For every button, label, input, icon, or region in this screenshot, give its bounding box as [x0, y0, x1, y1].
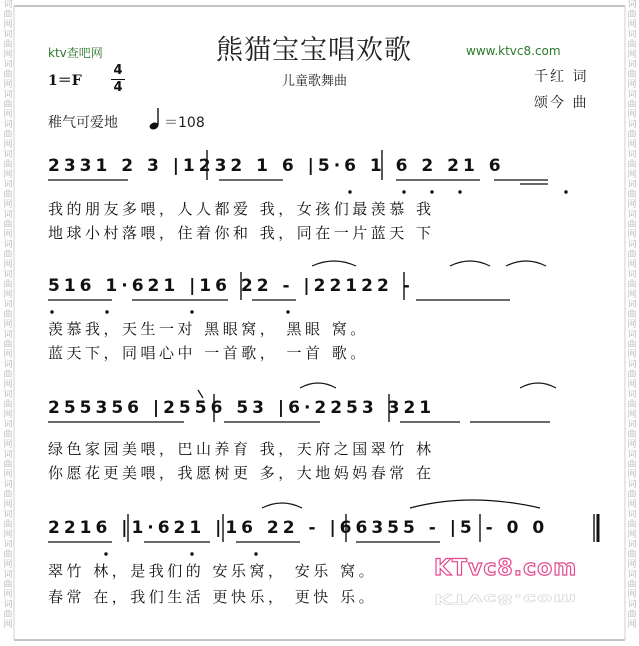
- ktvc8-logo-reflection: KTvc8.com: [434, 591, 578, 606]
- watermark-char: 网: [3, 620, 13, 630]
- watermark-char: 曲: [3, 580, 13, 590]
- watermark-char: 词: [3, 120, 13, 130]
- time-signature-top: 4: [113, 63, 123, 78]
- watermark-char: 曲: [3, 10, 13, 20]
- watermark-char: 词: [627, 600, 637, 610]
- tempo-marking: 稚气可爱地: [48, 115, 118, 131]
- watermark-char: 词: [3, 360, 13, 370]
- watermark-char: 网: [3, 140, 13, 150]
- watermark-char: 词: [3, 90, 13, 100]
- watermark-char: 曲: [627, 160, 637, 170]
- watermark-char: 网: [627, 530, 637, 540]
- watermark-char: 词: [627, 420, 637, 430]
- quarter-note-icon: [149, 108, 160, 131]
- watermark-char: 网: [3, 170, 13, 180]
- watermark-char: 网: [3, 380, 13, 390]
- watermark-char: 曲: [3, 100, 13, 110]
- watermark-char: 词: [627, 390, 637, 400]
- watermark-char: 网: [627, 290, 637, 300]
- watermark-char: 网: [3, 590, 13, 600]
- watermark-char: 曲: [627, 40, 637, 50]
- watermark-char: 词: [627, 270, 637, 280]
- watermark-char: 网: [627, 80, 637, 90]
- watermark-char: 网: [627, 380, 637, 390]
- key-signature: 1＝F: [48, 73, 82, 89]
- watermark-char: 词: [3, 240, 13, 250]
- system-2-dots: [50, 310, 289, 313]
- watermark-char: 词: [3, 0, 13, 10]
- watermark-char: 曲: [3, 490, 13, 500]
- watermark-char: 词: [627, 0, 637, 10]
- watermark-char: 曲: [3, 610, 13, 620]
- watermark-char: 曲: [627, 280, 637, 290]
- watermark-char: 网: [627, 260, 637, 270]
- watermark-char: 曲: [3, 280, 13, 290]
- watermark-char: 网: [627, 470, 637, 480]
- watermark-char: 词: [627, 210, 637, 220]
- ktvc8-logo: KTvc8.com: [434, 556, 578, 581]
- watermark-char: 曲: [627, 400, 637, 410]
- watermark-char: 曲: [627, 550, 637, 560]
- watermark-char: 词: [627, 30, 637, 40]
- watermark-char: 词: [3, 510, 13, 520]
- watermark-char: 词: [627, 450, 637, 460]
- system-2-ties: [312, 261, 546, 266]
- watermark-char: 曲: [3, 190, 13, 200]
- watermark-char: 网: [627, 350, 637, 360]
- watermark-char: 词: [3, 210, 13, 220]
- time-signature-bottom: 4: [113, 80, 123, 95]
- watermark-char: 词: [3, 480, 13, 490]
- watermark-char: 网: [627, 410, 637, 420]
- watermark-char: 词: [627, 510, 637, 520]
- watermark-char: 曲: [627, 250, 637, 260]
- system-1-dots: [348, 190, 567, 193]
- watermark-char: 网: [627, 230, 637, 240]
- system-3-notes: 255356 |2556 53 |6·2253 321: [48, 398, 436, 418]
- system-1-lyrics-verse-1: 我的朋友多喂，人人都爱 我，女孩们最羡慕 我: [48, 200, 435, 218]
- song-subtitle: 儿童歌舞曲: [282, 74, 348, 89]
- watermark-char: 曲: [3, 520, 13, 530]
- watermark-char: 曲: [3, 130, 13, 140]
- watermark-char: 曲: [627, 10, 637, 20]
- watermark-char: 曲: [3, 220, 13, 230]
- watermark-char: 词: [3, 600, 13, 610]
- system-2-lyrics-verse-1: 羡慕我，天生一对 黑眼窝， 黑眼 窝。: [48, 320, 369, 338]
- watermark-char: 曲: [3, 250, 13, 260]
- watermark-char: 曲: [3, 160, 13, 170]
- watermark-char: 曲: [627, 310, 637, 320]
- lyricist-credit: 千红 词: [534, 69, 589, 85]
- watermark-char: 词: [3, 570, 13, 580]
- watermark-char: 曲: [3, 550, 13, 560]
- watermark-char: 网: [627, 620, 637, 630]
- watermark-char: 词: [627, 120, 637, 130]
- watermark-char: 网: [3, 500, 13, 510]
- site-url-right: www.ktvc8.com: [466, 44, 561, 58]
- watermark-char: 曲: [627, 100, 637, 110]
- watermark-char: 曲: [627, 580, 637, 590]
- watermark-char: 网: [3, 80, 13, 90]
- watermark-char: 网: [3, 20, 13, 30]
- system-1-beams: [48, 180, 548, 184]
- watermark-char: 词: [627, 180, 637, 190]
- watermark-char: 词: [627, 330, 637, 340]
- system-4-lyrics-verse-1: 翠竹 林，是我们的 安乐窝， 安乐 窝。: [48, 562, 378, 580]
- watermark-char: 词: [3, 420, 13, 430]
- system-4-notes: 2216 |1·621 |16 22 - |66355 - |5 - 0 0: [48, 518, 549, 538]
- watermark-char: 曲: [3, 370, 13, 380]
- watermark-char: 词: [627, 480, 637, 490]
- left-watermark-column: [1, 0, 15, 646]
- watermark-char: 词: [3, 390, 13, 400]
- watermark-char: 词: [627, 60, 637, 70]
- watermark-char: 网: [3, 320, 13, 330]
- watermark-char: 曲: [3, 310, 13, 320]
- watermark-char: 网: [627, 20, 637, 30]
- watermark-char: 词: [3, 30, 13, 40]
- watermark-char: 词: [627, 570, 637, 580]
- watermark-char: 词: [3, 300, 13, 310]
- system-3-ties: [300, 383, 556, 388]
- watermark-char: 曲: [627, 340, 637, 350]
- watermark-char: 曲: [627, 460, 637, 470]
- site-name-left: ktv查吧网: [48, 46, 103, 60]
- watermark-char: 网: [3, 110, 13, 120]
- watermark-char: 网: [627, 170, 637, 180]
- watermark-char: 词: [3, 60, 13, 70]
- watermark-char: 词: [627, 540, 637, 550]
- watermark-char: 曲: [627, 520, 637, 530]
- watermark-char: 词: [627, 90, 637, 100]
- song-title: 熊猫宝宝唱欢歌: [216, 35, 412, 66]
- watermark-char: 词: [627, 360, 637, 370]
- watermark-char: 网: [627, 500, 637, 510]
- watermark-char: 曲: [627, 430, 637, 440]
- watermark-char: 曲: [3, 40, 13, 50]
- system-2-lyrics-verse-2: 蓝天下，同唱心中 一首歌， 一首 歌。: [48, 344, 369, 362]
- watermark-char: 词: [3, 330, 13, 340]
- watermark-char: 网: [627, 140, 637, 150]
- watermark-char: 词: [3, 540, 13, 550]
- watermark-char: 曲: [3, 430, 13, 440]
- tempo-value: ＝108: [164, 115, 205, 131]
- watermark-char: 曲: [627, 130, 637, 140]
- system-3-lyrics-verse-2: 你愿花更美喂，我愿树更 多，大地妈妈春常 在: [48, 464, 435, 482]
- watermark-char: 网: [627, 200, 637, 210]
- watermark-char: 网: [627, 110, 637, 120]
- watermark-char: 网: [3, 530, 13, 540]
- watermark-char: 网: [3, 470, 13, 480]
- system-3-breath: [198, 390, 203, 398]
- watermark-char: 网: [3, 200, 13, 210]
- watermark-char: 曲: [627, 490, 637, 500]
- watermark-char: 网: [627, 560, 637, 570]
- watermark-char: 网: [3, 440, 13, 450]
- watermark-char: 曲: [627, 190, 637, 200]
- watermark-char: 词: [3, 150, 13, 160]
- watermark-char: 网: [3, 350, 13, 360]
- watermark-char: 网: [3, 230, 13, 240]
- watermark-char: 曲: [3, 340, 13, 350]
- watermark-char: 词: [627, 240, 637, 250]
- system-4-dots: [104, 552, 257, 555]
- system-4-lyrics-verse-2: 春常 在，我们生活 更快乐， 更快 乐。: [48, 588, 378, 606]
- system-4-ties: [262, 500, 540, 508]
- watermark-char: 词: [3, 270, 13, 280]
- watermark-char: 网: [3, 290, 13, 300]
- system-1-lyrics-verse-2: 地球小村落喂，住着你和 我，同在一片蓝天 下: [48, 224, 435, 242]
- composer-credit: 颂今 曲: [534, 95, 589, 111]
- watermark-char: 曲: [3, 400, 13, 410]
- watermark-char: 曲: [627, 610, 637, 620]
- watermark-char: 网: [627, 440, 637, 450]
- watermark-char: 网: [3, 260, 13, 270]
- system-1-notes: 2331 2 3 |1232 1 6 |5·6 1 6 2 21 6: [48, 156, 505, 176]
- time-signature: [111, 64, 125, 95]
- watermark-char: 词: [3, 180, 13, 190]
- watermark-char: 词: [627, 150, 637, 160]
- watermark-char: 网: [3, 410, 13, 420]
- watermark-char: 网: [627, 590, 637, 600]
- watermark-char: 曲: [3, 460, 13, 470]
- watermark-char: 网: [3, 50, 13, 60]
- system-2-notes: 516 1·621 |16 22 - |22122 -: [48, 276, 414, 296]
- watermark-char: 网: [3, 560, 13, 570]
- right-watermark-column: [625, 0, 639, 646]
- watermark-char: 曲: [3, 70, 13, 80]
- watermark-char: 词: [3, 450, 13, 460]
- watermark-char: 网: [627, 320, 637, 330]
- watermark-char: 曲: [627, 220, 637, 230]
- watermark-char: 曲: [627, 370, 637, 380]
- system-3-lyrics-verse-1: 绿色家园美喂，巴山养育 我，天府之国翠竹 林: [48, 440, 435, 458]
- watermark-char: 词: [627, 300, 637, 310]
- watermark-char: 网: [627, 50, 637, 60]
- watermark-char: 曲: [627, 70, 637, 80]
